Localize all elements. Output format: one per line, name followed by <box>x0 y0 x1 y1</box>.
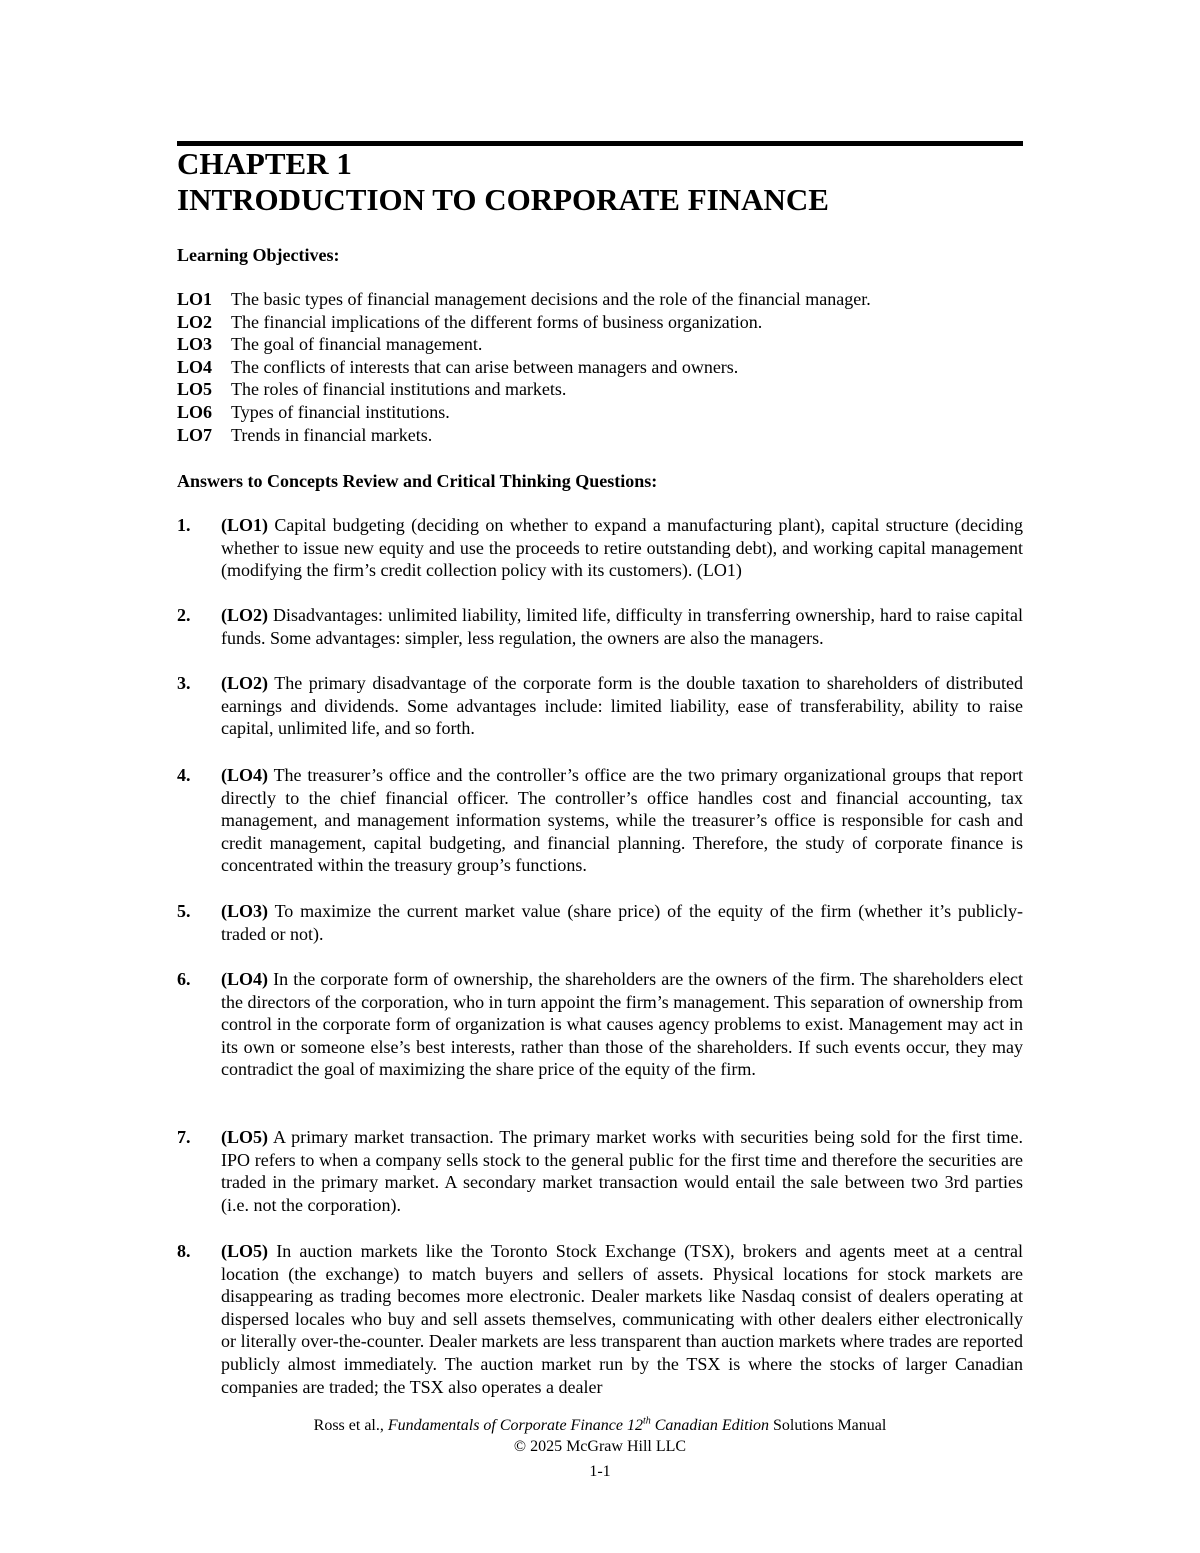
footer-suffix: Solutions Manual <box>768 1417 887 1434</box>
answer-text: The treasurer’s office and the controller’s office are the two primary organizational groups that report directly to the chief financial officer. The controller’s office handles cost and financial accounting, tax management, and management information systems, while the treasurer’s office is responsible for cash and credit management, capital budgeting, and financial planning. Therefore, the study of corporate finance is concentrated within the treasury group’s functions. <box>221 765 1023 876</box>
footer-edition: Canadian Edition <box>650 1417 769 1434</box>
footer-authors: Ross et al., <box>313 1417 388 1434</box>
list-item <box>177 356 1023 379</box>
answer-text: Disadvantages: unlimited liability, limited life, difficulty in transferring ownership, hard to raise capital funds. Some advantages: simpler, less regulation, the owners are also the managers. <box>221 605 1023 648</box>
lo-text: The basic types of financial management decisions and the role of the financial manager. <box>231 289 871 309</box>
answer-body <box>221 968 1023 1081</box>
list-item <box>177 378 1023 401</box>
answer-text: To maximize the current market value (share price) of the equity of the firm (whether it’s publicly-traded or not). <box>221 901 1023 944</box>
answer-number: 1. <box>177 515 191 535</box>
answer-body <box>221 900 1023 945</box>
answer-number: 7. <box>177 1127 191 1147</box>
answer-item <box>177 604 1023 649</box>
list-item <box>177 401 1023 424</box>
answer-number: 2. <box>177 605 191 625</box>
answer-lo-ref: (LO3) <box>221 901 268 921</box>
list-item <box>177 288 1023 311</box>
answer-item <box>177 900 1023 945</box>
lo-code: LO3 <box>177 334 213 355</box>
list-item <box>177 333 1023 356</box>
list-item <box>177 424 1023 447</box>
answer-body <box>221 764 1023 877</box>
answer-number: 4. <box>177 765 191 785</box>
answers-heading: Answers to Concepts Review and Critical Thinking Questions: <box>177 471 658 491</box>
footer-book-title <box>388 1417 769 1434</box>
lo-code: LO2 <box>177 311 213 332</box>
lo-code: LO4 <box>177 356 213 377</box>
page-number: 1-1 <box>589 1463 611 1480</box>
answer-number: 5. <box>177 901 191 921</box>
answer-number: 6. <box>177 969 191 989</box>
answer-text: In auction markets like the Toronto Stock Exchange (TSX), brokers and agents meet at a central location (the exchange) to match buyers and sellers of assets. Physical locations for stock markets are disappearing as trading becomes more electronic. Dealer markets like Nasdaq consist of dealers operating at dispersed locales who buy and sell assets themselves, communicating with other dealers either electronically or literally over-the-counter. Dealer markets are less transparent than auction markets where trades are reported publicly almost immediately. The auction market run by the TSX is where the stocks of larger Canadian companies are traded; the TSX also operates a dealer <box>221 1241 1024 1397</box>
lo-text: Trends in financial markets. <box>231 424 433 445</box>
answer-lo-ref: (LO4) <box>221 969 268 989</box>
lo-text: The financial implications of the different forms of business organization. <box>231 311 763 332</box>
answer-lo-ref: (LO2) <box>221 605 268 625</box>
answer-number: 8. <box>177 1241 191 1261</box>
lo-code: LO1 <box>177 289 213 309</box>
lo-code: LO5 <box>177 379 213 400</box>
answer-body <box>221 1240 1023 1398</box>
lo-text: The goal of financial management. <box>231 334 483 355</box>
answer-body <box>221 604 1023 649</box>
answer-item <box>177 764 1023 877</box>
lo-text: The roles of financial institutions and markets. <box>231 379 567 400</box>
footer-book-title-text: Fundamentals of Corporate Finance 12 <box>387 1417 643 1434</box>
lo-code: LO7 <box>177 424 213 445</box>
chapter-number: CHAPTER 1 <box>177 146 352 181</box>
footer-edition-sup: th <box>642 1415 651 1427</box>
answer-item <box>177 1126 1023 1216</box>
answer-number: 3. <box>177 673 191 693</box>
answer-lo-ref: (LO2) <box>221 673 268 693</box>
answer-lo-ref: (LO5) <box>221 1127 268 1147</box>
answer-lo-ref: (LO1) <box>221 515 268 535</box>
answer-body <box>221 1126 1023 1216</box>
footer-citation <box>0 1416 1200 1436</box>
lo-text: The conflicts of interests that can arise between managers and owners. <box>231 356 739 377</box>
answer-item <box>177 514 1023 582</box>
answer-text: A primary market transaction. The primary market works with securities being sold for the first time. IPO refers to when a company sells stock to the general public for the first time and therefore the securities are traded in the primary market. A secondary market transaction would entail the sale between two 3rd parties (i.e. not the corporation). <box>221 1127 1023 1215</box>
answer-item <box>177 968 1023 1081</box>
lo-text: Types of financial institutions. <box>231 401 450 422</box>
chapter-title <box>177 146 1023 218</box>
footer-copyright: © 2025 McGraw Hill LLC <box>513 1438 687 1455</box>
learning-objectives-list <box>177 288 1023 446</box>
lo-code: LO6 <box>177 401 213 422</box>
answer-lo-ref: (LO4) <box>221 765 268 785</box>
answer-body <box>221 514 1023 582</box>
answer-text: In the corporate form of ownership, the shareholders are the owners of the firm. The shareholders elect the directors of the corporation, who in turn appoint the firm’s management. This separation of ownership from control in the corporate form of organization is what causes agency problems to exist. Management may act in its own or someone else’s best interests, rather than those of the shareholders. If such events occur, they may contradict the goal of maximizing the share price of the equity of the firm. <box>221 969 1024 1080</box>
answer-item <box>177 1240 1023 1398</box>
answer-text: The primary disadvantage of the corporate form is the double taxation to shareholders of distributed earnings and dividends. Some advantages include: limited liability, ease of transferability, ability to raise capital, unlimited life, and so forth. <box>221 673 1023 739</box>
answer-lo-ref: (LO5) <box>221 1241 268 1261</box>
answer-text: Capital budgeting (deciding on whether to expand a manufacturing plant), capital structure (deciding whether to issue new equity and use the proceeds to retire outstanding debt), and working capital management (modifying the firm’s credit collection policy with its customers). (LO1) <box>221 515 1024 581</box>
learning-objectives-heading: Learning Objectives: <box>177 245 340 265</box>
answer-body <box>221 672 1023 740</box>
list-item <box>177 311 1023 334</box>
chapter-name: INTRODUCTION TO CORPORATE FINANCE <box>177 182 829 217</box>
answer-item <box>177 672 1023 740</box>
